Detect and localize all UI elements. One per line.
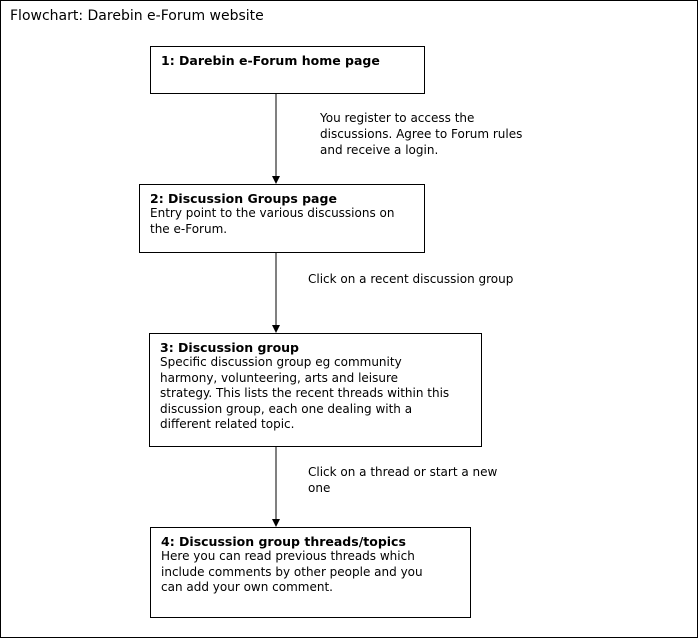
box-threads-topics-desc: Here you can read previous threads which include comments by other people and you can add your own comment. xyxy=(161,549,423,594)
diagram-title: Flowchart: Darebin e-Forum website xyxy=(10,8,264,24)
box-threads-topics xyxy=(150,527,471,618)
note-click-thread: Click on a thread or start a new one xyxy=(308,465,498,495)
box-discussion-groups-heading: 2: Discussion Groups page xyxy=(150,191,337,206)
box-threads-topics-heading: 4: Discussion group threads/topics xyxy=(161,534,406,549)
box-discussion-group xyxy=(149,333,482,447)
box-discussion-groups-desc: Entry point to the various discussions on the e-Forum. xyxy=(150,206,395,236)
note-register: You register to access the discussions. Agree to Forum rules and receive a login. xyxy=(320,111,523,157)
box-home-page xyxy=(150,46,425,94)
box-home-page-heading: 1: Darebin e-Forum home page xyxy=(161,53,380,68)
box-discussion-groups-page xyxy=(139,184,425,253)
box-discussion-group-heading: 3: Discussion group xyxy=(160,340,300,355)
note-click-group: Click on a recent discussion group xyxy=(308,272,514,286)
box-discussion-group-desc: Specific discussion group eg community harmony, volunteering, arts and leisure strategy. This lists the recent threads within this discussion group, each one dealing with a different related topic. xyxy=(160,355,450,431)
